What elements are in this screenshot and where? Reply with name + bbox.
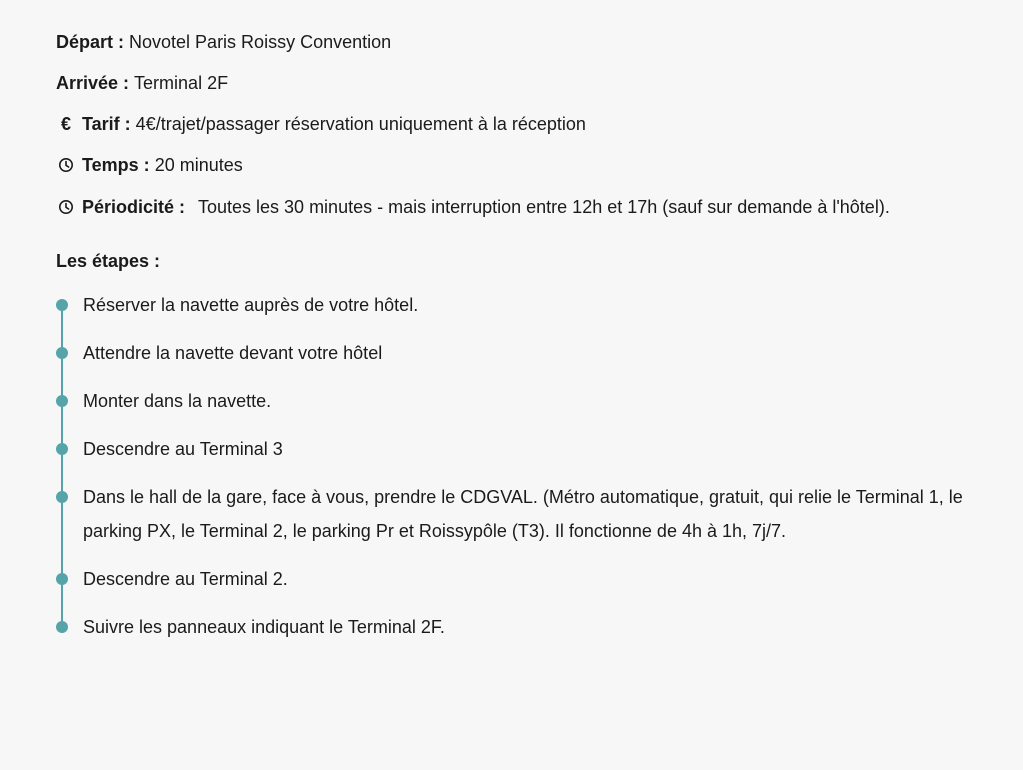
step-text: Suivre les panneaux indiquant le Terminal 2F. (83, 617, 445, 637)
tarif-label: Tarif : (82, 114, 131, 134)
step-text: Réserver la navette auprès de votre hôtel. (83, 295, 419, 315)
step-text: Dans le hall de la gare, face à vous, prendre le CDGVAL. (Métro automatique, gratuit, qui relie le Terminal 1, le parking PX, le Terminal 2, le parking Pr et Roissypôle (T3). Il fonctionne de 4h à 1h, 7j/7. (83, 487, 963, 541)
timeline-dot-icon (56, 491, 68, 503)
step-item (83, 432, 993, 466)
step-item (83, 480, 993, 548)
clock-icon (56, 157, 76, 173)
periodicite-value: Toutes les 30 minutes - mais interruption entre 12h et 17h (sauf sur demande à l'hôtel). (198, 197, 890, 217)
periodicite-label: Périodicité : (82, 197, 186, 217)
step-text: Descendre au Terminal 3 (83, 439, 283, 459)
periodicite-row (56, 190, 993, 224)
clock-icon (56, 199, 76, 215)
depart-value: Novotel Paris Roissy Convention (129, 32, 392, 52)
temps-value: 20 minutes (154, 155, 243, 175)
euro-icon: € (60, 114, 71, 134)
temps-row (56, 153, 993, 177)
timeline-dot-icon (56, 299, 68, 311)
tarif-value: 4€/trajet/passager réservation uniquement à la réception (135, 114, 586, 134)
depart-label: Départ : (56, 32, 125, 52)
timeline-dot-icon (56, 573, 68, 585)
temps-label: Temps : (82, 155, 150, 175)
steps-title: Les étapes : (56, 251, 161, 271)
arrivee-value: Terminal 2F (134, 73, 229, 93)
step-item (83, 384, 993, 418)
step-text: Descendre au Terminal 2. (83, 569, 288, 589)
timeline-dot-icon (56, 347, 68, 359)
steps-timeline (56, 288, 993, 644)
step-item (83, 562, 993, 596)
step-text: Monter dans la navette. (83, 391, 272, 411)
timeline-dot-icon (56, 621, 68, 633)
timeline-dot-icon (56, 443, 68, 455)
arrivee-label: Arrivée : (56, 73, 130, 93)
depart-row (56, 30, 993, 54)
arrivee-row (56, 71, 993, 95)
step-text: Attendre la navette devant votre hôtel (83, 343, 383, 363)
step-item (83, 288, 993, 322)
timeline-dot-icon (56, 395, 68, 407)
step-item (83, 610, 993, 644)
tarif-row (56, 112, 993, 136)
step-item (83, 336, 993, 370)
